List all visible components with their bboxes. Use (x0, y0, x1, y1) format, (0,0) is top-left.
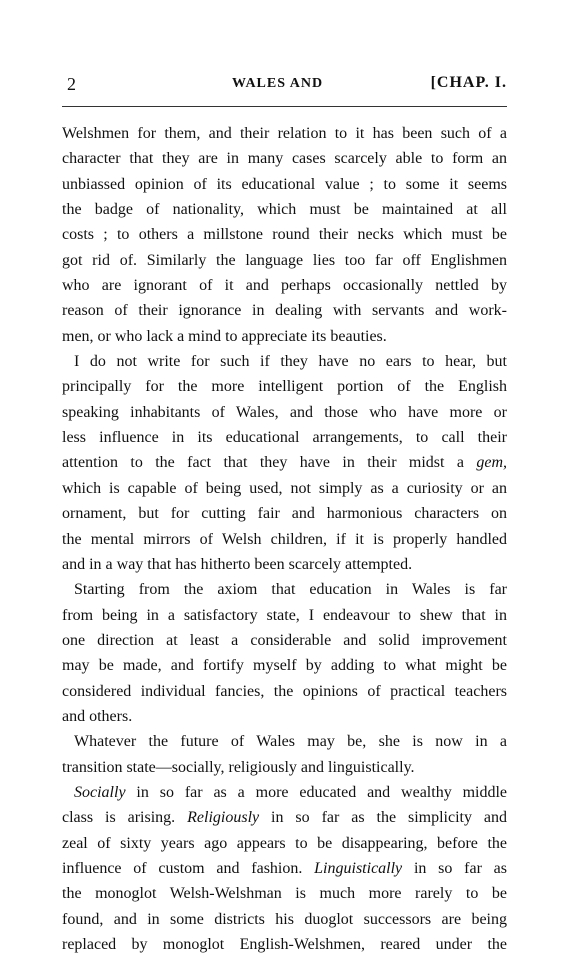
text-line: ornament, but for cutting fair and harmonious characters on (62, 505, 507, 523)
text-line-with-italic (62, 856, 507, 881)
text-line: one direction at least a considerable and solid improvement (62, 631, 507, 649)
text-line: costs ; to others a millstone round their necks which must be (62, 226, 507, 244)
text-line: reason of their ignorance in dealing with servants and work- (62, 302, 507, 320)
text-line: found, and in some districts his duoglot successors are being (62, 910, 507, 928)
text-line: transition state—socially, religiously and linguistically. (62, 758, 415, 776)
text-line: and in a way that has hitherto been scarcely attempted. (62, 555, 413, 573)
text-line: the mental mirrors of Welsh children, if it is properly handled (62, 530, 507, 548)
text-line: replaced by monoglot English-Welshmen, reared under the (62, 936, 507, 953)
text-segment: attention to the fact that they have in their midst a (62, 454, 464, 472)
page-header (62, 74, 507, 98)
text-line: got rid of. Similarly the language lies too far off Englishmen (62, 251, 507, 269)
text-line: which is capable of being used, not simply as a curiosity or an (62, 479, 507, 497)
text-line-with-italic (62, 805, 507, 830)
body-text (62, 121, 507, 957)
text-line-with-italic (62, 780, 507, 805)
header-rule (62, 106, 507, 107)
text-segment: influence of custom and fashion. (62, 859, 303, 877)
running-head: WALES AND (232, 76, 324, 91)
text-line: men, or who lack a mind to appreciate its beauties. (62, 327, 387, 345)
text-line: the badge of nationality, which must be maintained at all (62, 201, 507, 219)
italic-word: Religiously (187, 809, 260, 827)
text-line: principally for the more intelligent portion of the English (62, 378, 507, 396)
text-line: from being in a satisfactory state, I endeavour to shew that in (62, 606, 507, 624)
italic-word: Linguistically (314, 859, 403, 877)
text-line: the monoglot Welsh-Welshman is much more rarely to be (62, 885, 507, 903)
text-line-with-italic (62, 450, 507, 475)
text-line: who are ignorant of it and perhaps occasionally nettled by (62, 277, 507, 295)
text-segment: in so far as (413, 859, 507, 877)
text-line: I do not write for such if they have no ears to hear, but (74, 353, 507, 371)
text-line: Starting from the axiom that education in Wales is far (74, 581, 507, 599)
text-line: character that they are in many cases scarcely able to form an (62, 150, 507, 168)
text-line: may be made, and fortify myself by adding to what might be (62, 657, 507, 675)
text-line: and others. (62, 707, 133, 725)
text-line: unbiassed opinion of its educational value ; to some it seems (62, 175, 507, 193)
text-segment: class is arising. (62, 809, 176, 827)
chapter-reference: [CHAP. I. (430, 74, 507, 91)
text-line: Welshmen for them, and their relation to it has been such of a (62, 125, 507, 142)
text-line: considered individual fancies, the opinions of practical teachers (62, 682, 507, 700)
text-segment: in so far as the simplicity and (271, 809, 507, 827)
page-number: 2 (67, 74, 77, 94)
text-line: less influence in its educational arrangements, to call their (62, 429, 507, 447)
italic-word: gem, (476, 454, 507, 472)
text-segment: in so far as a more educated and wealthy middle (136, 783, 507, 801)
text-line: Whatever the future of Wales may be, she is now in a (74, 733, 507, 751)
text-line: zeal of sixty years ago appears to be disappearing, before the (62, 834, 507, 852)
italic-word: Socially (74, 783, 126, 801)
text-line: speaking inhabitants of Wales, and those who have more or (62, 403, 507, 421)
